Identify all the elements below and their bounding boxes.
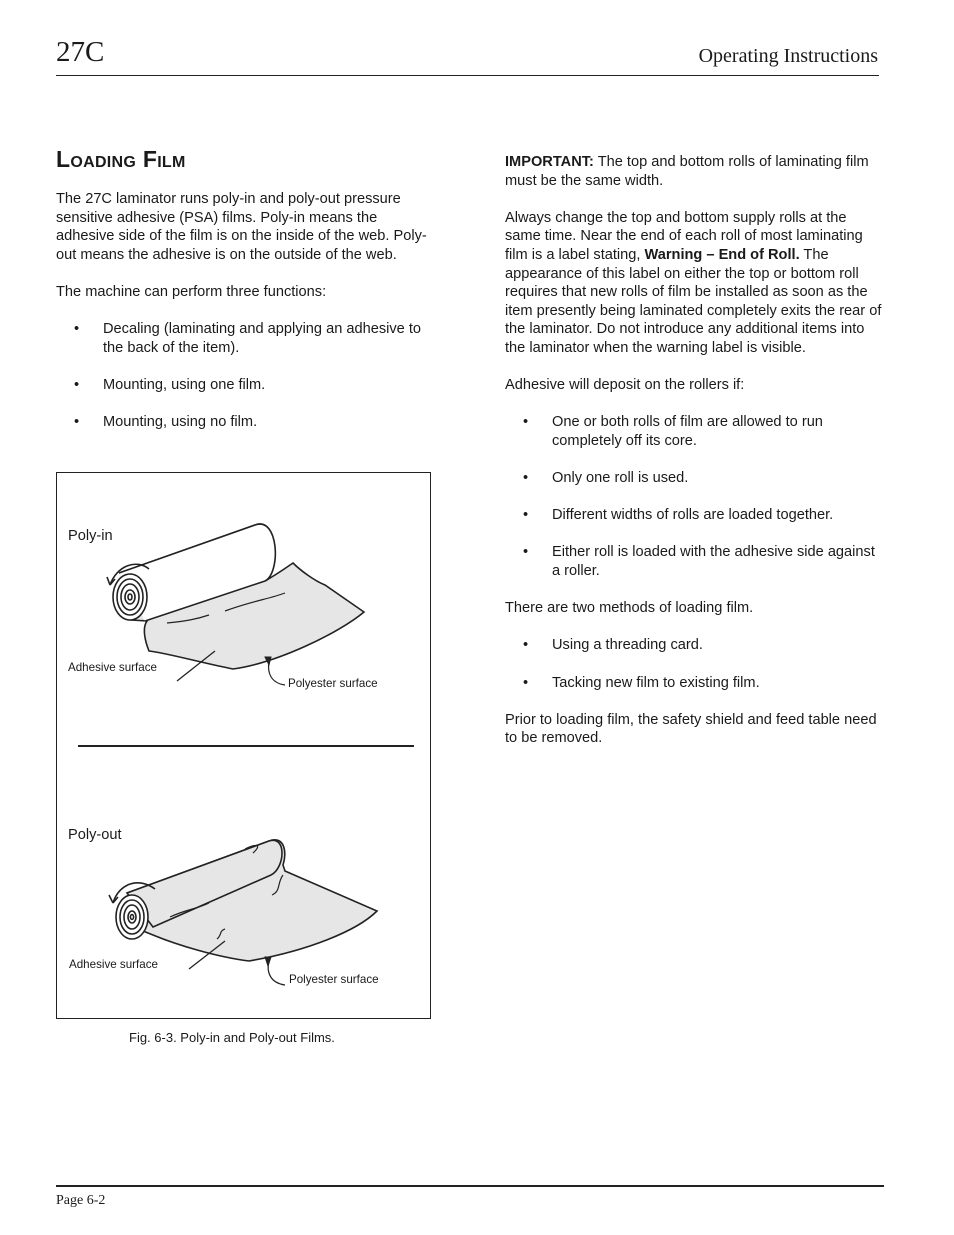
header-rule — [56, 75, 879, 76]
right-column — [505, 153, 885, 767]
list-item: • Tacking new film to existing film. — [505, 674, 885, 693]
roll-change-text-end: The appearance of this label on either the top or bottom roll requires that new rolls of film be installed as soon as the item presently being laminated completely exits the rear of the laminator. Do not introduce any additional items into the laminator when the warning label is visible. — [505, 246, 882, 356]
methods-lead: There are two methods of loading film. — [505, 600, 754, 617]
warning-label-text: Warning – End of Roll. — [644, 246, 800, 263]
polyester-surface-label: Polyester surface — [289, 973, 379, 986]
intro-paragraph: The 27C laminator runs poly-in and poly-out pressure sensitive adhesive (PSA) films. Poly-in means the adhesive side of the film is on the inside of the web. Poly-out means the adhesive is on the outside of the web. — [56, 191, 427, 263]
poly-out-label: Poly-out — [68, 827, 122, 843]
important-paragraph — [505, 153, 885, 190]
functions-list — [56, 320, 431, 432]
list-item: • Only one roll is used. — [505, 469, 885, 488]
film-figure — [56, 472, 431, 1019]
left-column — [56, 190, 431, 450]
important-label: IMPORTANT: — [505, 154, 594, 170]
prior-paragraph: Prior to loading film, the safety shield and feed table need to be removed. — [505, 711, 877, 747]
list-item: • Mounting, using one film. — [56, 376, 431, 395]
page-heading: Loading Film — [56, 146, 186, 172]
polyester-surface-label: Polyester surface — [288, 677, 378, 690]
list-item: • One or both rolls of film are allowed to run completely off its core. — [505, 413, 885, 450]
important-text: The top and bottom rolls of laminating film must be the same width. — [505, 154, 869, 189]
adhesive-lead: Adhesive will deposit on the rollers if: — [505, 377, 745, 394]
loading-methods-list — [505, 636, 885, 692]
section-title: Operating Instructions — [698, 45, 878, 67]
poly-in-label: Poly-in — [68, 528, 113, 544]
figure-caption: Fig. 6-3. Poly-in and Poly-out Films. — [129, 1030, 335, 1045]
adhesive-conditions-list — [505, 413, 885, 580]
list-item: • Mounting, using no film. — [56, 413, 431, 432]
figure-divider — [78, 745, 414, 747]
functions-lead: The machine can perform three functions: — [56, 283, 327, 300]
roll-change-text-start: Always change the top and bottom supply rolls at the same time. Near the end of each roll of most laminating film is a label stating, — [505, 209, 863, 263]
list-item: • Either roll is loaded with the adhesive side against a roller. — [505, 543, 885, 580]
adhesive-surface-label: Adhesive surface — [68, 661, 157, 674]
document-id: 27C — [56, 36, 105, 68]
list-item: • Decaling (laminating and applying an adhesive to the back of the item). — [56, 320, 431, 357]
list-item: • Different widths of rolls are loaded together. — [505, 506, 885, 525]
footer-rule — [56, 1185, 884, 1187]
adhesive-surface-label: Adhesive surface — [69, 958, 158, 971]
list-item: • Using a threading card. — [505, 636, 885, 655]
roll-change-paragraph — [505, 209, 885, 358]
page-number: Page 6-2 — [56, 1193, 106, 1208]
